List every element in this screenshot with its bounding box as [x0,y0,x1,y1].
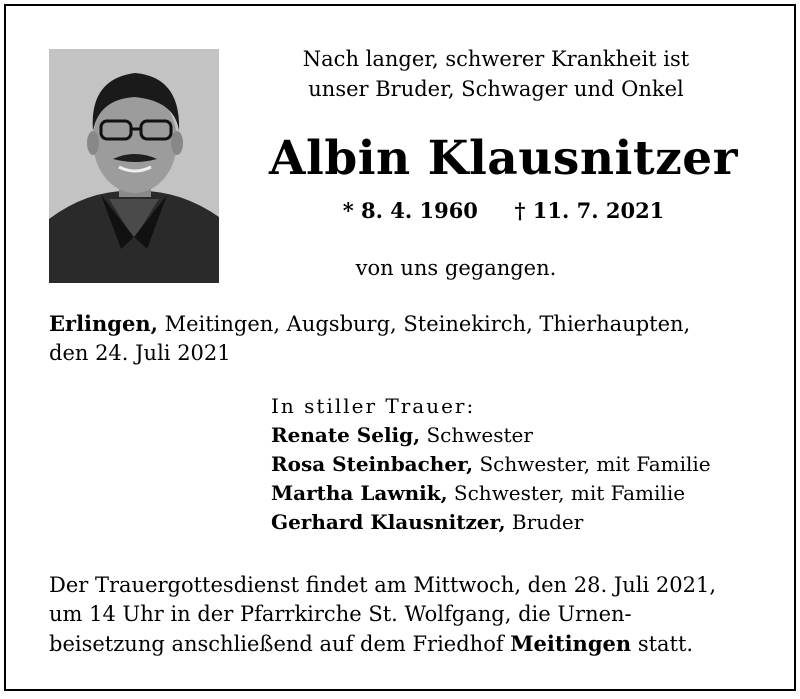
service-line-1: Der Trauergottesdienst findet am Mittwoch, den 28. Juli 2021, [49,573,716,597]
intro-line-1: Nach langer, schwerer Krankheit ist [302,47,690,71]
gone-text: von uns gegangen. [355,256,557,280]
mourner-relation: Schwester [420,423,533,447]
mourner-name: Rosa Steinbacher, [271,452,474,476]
service-line-3-start: beisetzung anschließend auf dem Friedhof [49,632,511,656]
location-rest: Meitingen, Augsburg, Steinekirch, Thierhaupten, [157,312,691,336]
mourners-block [271,392,791,537]
intro-text [261,44,731,104]
mourner-name: Gerhard Klausnitzer, [271,510,506,534]
location-line [49,309,769,339]
mourning-heading: In stiller Trauer: [271,394,476,418]
service-line-3 [49,629,789,659]
intro-line-2: unser Bruder, Schwager und Onkel [308,77,684,101]
mourner-name: Martha Lawnik, [271,481,448,505]
mourner-relation: Bruder [505,510,584,534]
service-info [49,571,789,659]
mourner-row [271,508,791,537]
life-dates: * 8. 4. 1960 † 11. 7. 2021 [342,198,665,223]
service-place: Meitingen [510,631,632,656]
service-line-3-end: statt. [631,632,694,656]
mourner-row [271,479,791,508]
service-line-2: um 14 Uhr in der Pfarrkirche St. Wolfgang, die Urnen- [49,602,632,626]
mourner-name: Renate Selig, [271,423,421,447]
portrait-photo [49,49,219,283]
mourner-relation: Schwester, mit Familie [447,481,686,505]
mourner-row [271,421,791,450]
obituary-notice [4,4,796,691]
location-town: Erlingen, [49,311,158,336]
location-block [49,309,769,368]
deceased-name: Albin Klausnitzer [269,131,738,186]
mourner-row [271,450,791,479]
location-date: den 24. Juli 2021 [49,341,231,365]
mourner-relation: Schwester, mit Familie [473,452,711,476]
